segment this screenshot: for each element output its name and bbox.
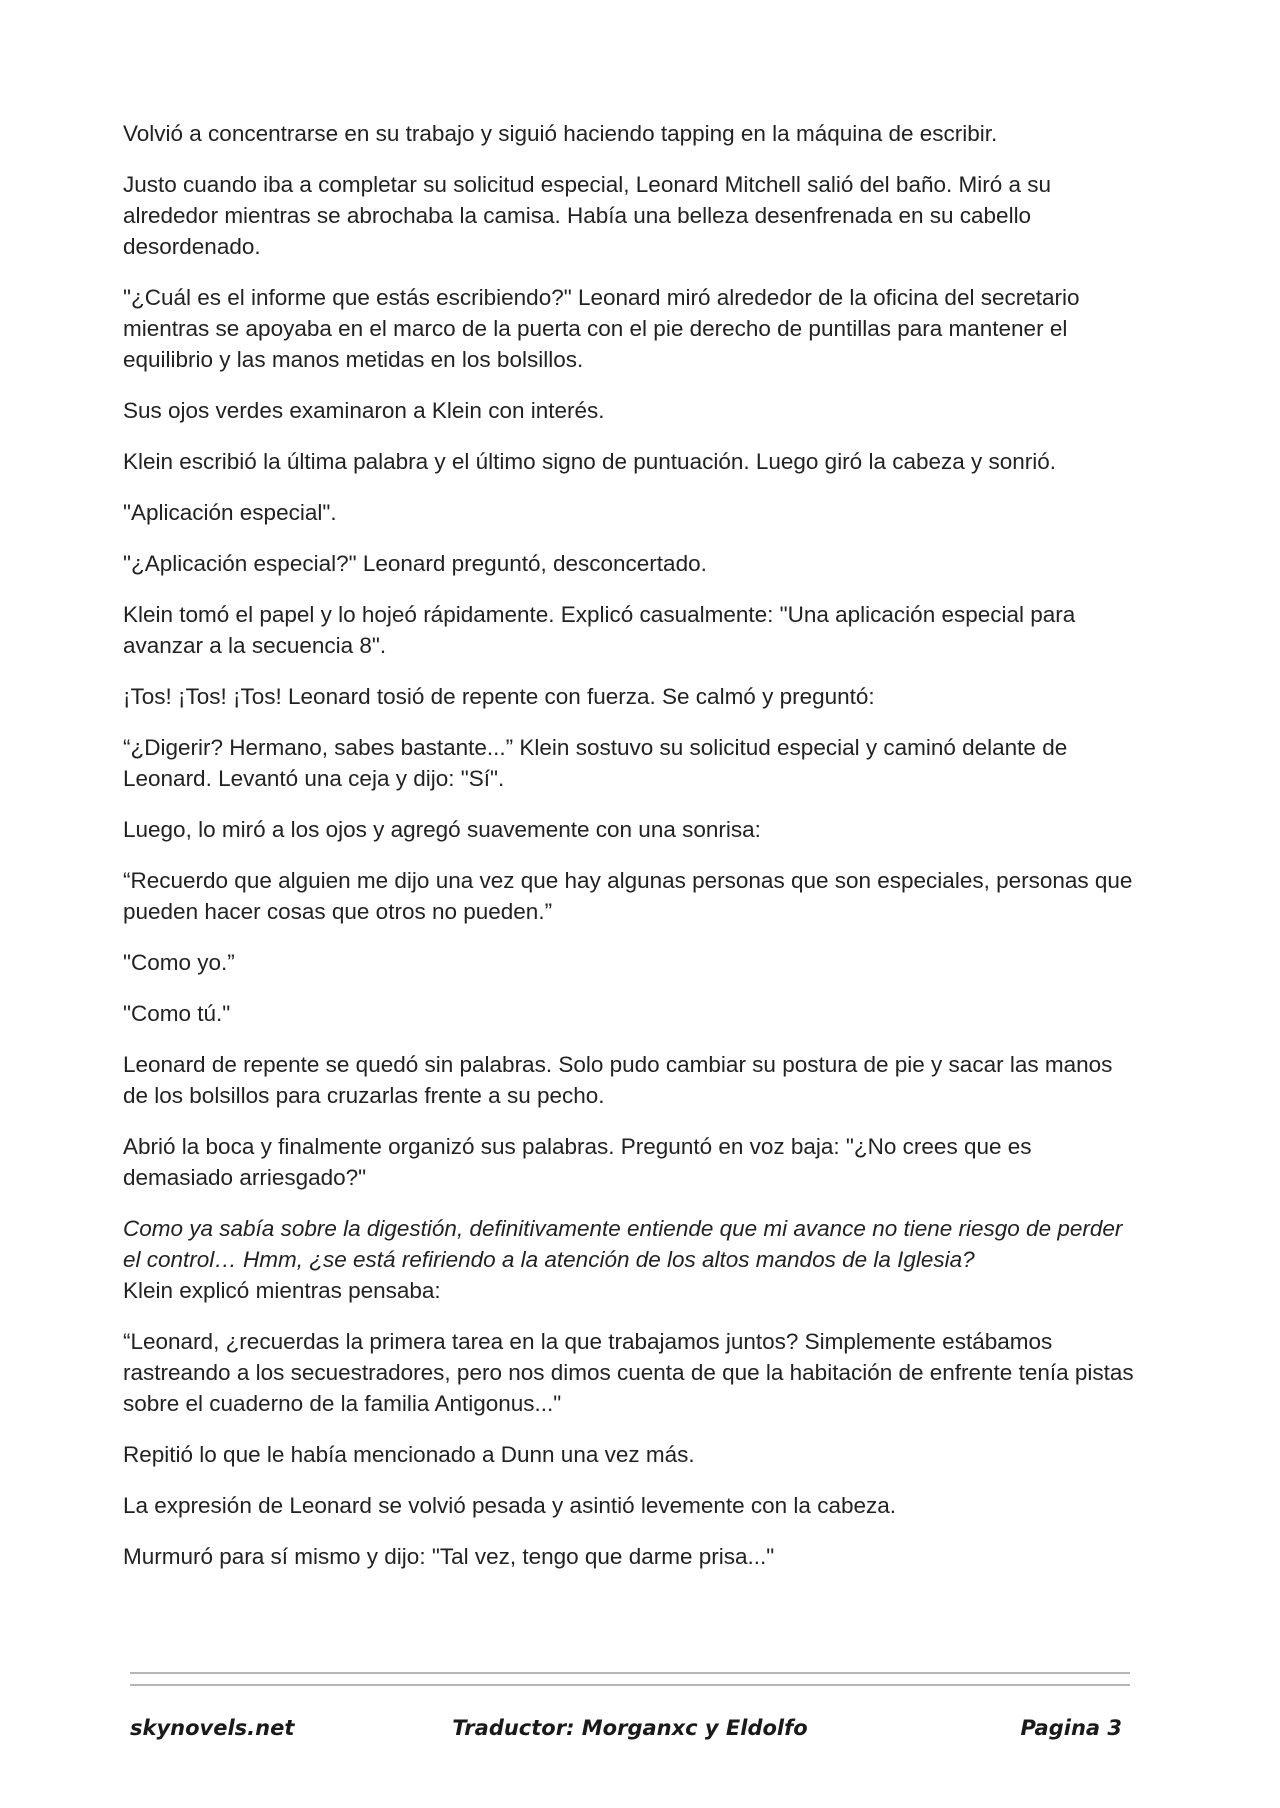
footer-divider-top [130, 1672, 1130, 1674]
footer-page-number: Pagina 3 [1020, 1716, 1122, 1740]
inner-thought-text: Como ya sabía sobre la digestión, definitivamente entiende que mi avance no tiene riesgo de perder el control… Hmm, ¿se está refiriendo a la atención de los altos mandos de la Iglesia? [123, 1216, 1123, 1272]
paragraph: Luego, lo miró a los ojos y agregó suavemente con una sonrisa: [123, 817, 761, 842]
thought-paragraph [123, 1213, 1143, 1306]
paragraph: "Aplicación especial". [123, 500, 337, 525]
chapter-body [123, 118, 1143, 1592]
paragraph: “Leonard, ¿recuerdas la primera tarea en la que trabajamos juntos? Simplemente estábamos rastreando a los secuestradores, pero nos dimos cuenta de que la habitación de enfrente tenía pistas sobre el cuaderno de la familia Antigonus..." [123, 1329, 1134, 1416]
paragraph: Abrió la boca y finalmente organizó sus palabras. Preguntó en voz baja: "¿No crees que es demasiado arriesgado?" [123, 1134, 1032, 1190]
paragraph: Repitió lo que le había mencionado a Dunn una vez más. [123, 1442, 695, 1467]
paragraph: "¿Cuál es el informe que estás escribiendo?" Leonard miró alrededor de la oficina del secretario mientras se apoyaba en el marco de la puerta con el pie derecho de puntillas para mantener el equilibrio y las manos metidas en los bolsillos. [123, 285, 1080, 372]
paragraph: La expresión de Leonard se volvió pesada y asintió levemente con la cabeza. [123, 1493, 896, 1518]
paragraph: Volvió a concentrarse en su trabajo y siguió haciendo tapping en la máquina de escribir. [123, 121, 998, 146]
paragraph: Klein escribió la última palabra y el último signo de puntuación. Luego giró la cabeza y sonrió. [123, 449, 1057, 474]
paragraph: ¡Tos! ¡Tos! ¡Tos! Leonard tosió de repente con fuerza. Se calmó y preguntó: [123, 684, 875, 709]
paragraph: Leonard de repente se quedó sin palabras. Solo pudo cambiar su postura de pie y sacar las manos de los bolsillos para cruzarlas frente a su pecho. [123, 1052, 1113, 1108]
paragraph: "¿Aplicación especial?" Leonard preguntó, desconcertado. [123, 551, 707, 576]
paragraph: "Como tú." [123, 1001, 231, 1026]
paragraph: Murmuró para sí mismo y dijo: "Tal vez, tengo que darme prisa..." [123, 1544, 775, 1569]
thought-tail-text: Klein explicó mientras pensaba: [123, 1278, 441, 1303]
footer-site: skynovels.net [130, 1716, 295, 1740]
paragraph: Justo cuando iba a completar su solicitud especial, Leonard Mitchell salió del baño. Miró a su alrededor mientras se abrochaba la camisa. Había una belleza desenfrenada en su cabello desordenado. [123, 172, 1052, 259]
paragraph: Klein tomó el papel y lo hojeó rápidamente. Explicó casualmente: "Una aplicación especial para avanzar a la secuencia 8". [123, 602, 1076, 658]
footer-translator: Traductor: Morganxc y Eldolfo [452, 1716, 808, 1740]
page-footer [130, 1716, 1130, 1750]
paragraph: “¿Digerir? Hermano, sabes bastante...” Klein sostuvo su solicitud especial y caminó delante de Leonard. Levantó una ceja y dijo: "Sí". [123, 735, 1068, 791]
paragraph: "Como yo.” [123, 950, 235, 975]
footer-divider-bottom [130, 1684, 1130, 1686]
paragraph: Sus ojos verdes examinaron a Klein con interés. [123, 398, 605, 423]
paragraph: “Recuerdo que alguien me dijo una vez que hay algunas personas que son especiales, personas que pueden hacer cosas que otros no pueden.” [123, 868, 1133, 924]
